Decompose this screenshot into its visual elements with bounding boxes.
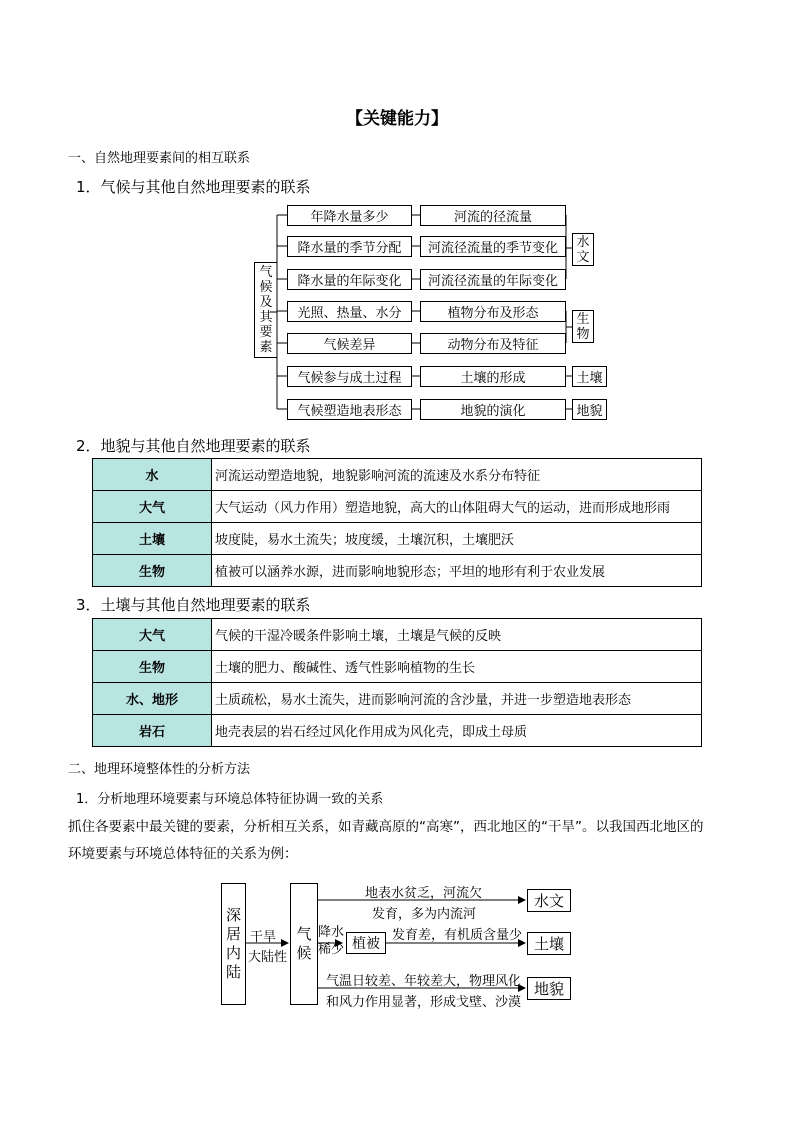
factor-box: 气候参与成土过程 [287,366,412,387]
factor-box: 气候差异 [287,333,412,354]
table-key: 土壤 [93,523,212,555]
hydrology-note-1: 地表水贫乏，河流欠 [365,886,483,901]
subheading-3: 3．土壤与其他自然地理要素的联系 [76,596,311,614]
table-key: 生物 [93,555,212,587]
arrow-label-drought: 干旱 [250,930,277,945]
output-soil: 土壤 [527,932,571,955]
paragraph-line: 环境要素与环境总体特征的关系为例： [68,846,298,862]
vegetation-box: 植被 [346,932,386,954]
landform-note-1: 气温日较差、年较差大，物理风化 [326,974,522,989]
rain-label: 降水稀少 [318,925,345,957]
soil-note: 发育差，有机质含量少 [392,928,523,943]
table-key: 大气 [93,619,212,651]
factor-box: 降水量的季节分配 [287,236,412,257]
element-soil: 土壤 [572,366,607,387]
factor-box: 气候塑造地表形态 [287,399,412,420]
arrow-label-continental: 大陆性 [248,950,288,965]
factor-box: 降水量的年际变化 [287,269,412,290]
section-heading-1: 一、自然地理要素间的相互联系 [68,151,251,166]
inland-box: 深居内陆 [221,883,246,1005]
effect-box: 河流径流量的年际变化 [420,269,566,290]
hydrology-note-2: 发育，多为内流河 [372,907,477,922]
climate-box: 气候 [290,883,318,1005]
table-value: 土壤的肥力、酸碱性、透气性影响植物的生长 [212,651,702,683]
paragraph-line: 抓住各要素中最关键的要素，分析相互关系，如青藏高原的“高寒”，西北地区的“干旱”。以我国西北地区的 [68,819,704,835]
effect-box: 动物分布及特征 [420,333,566,354]
element-hydrology: 水文 [572,233,594,266]
effect-box: 河流的径流量 [420,205,566,226]
subheading-4: 1．分析地理环境要素与环境总体特征协调一致的关系 [76,792,384,807]
effect-box: 地貌的演化 [420,399,566,420]
page-title: 【关键能力】 [346,109,448,129]
effect-box: 植物分布及形态 [420,301,566,322]
landform-note-2: 和风力作用显著，形成戈壁、沙漠 [326,995,522,1010]
element-landform: 地貌 [572,399,607,420]
table-key: 生物 [93,651,212,683]
element-biology: 生物 [572,310,594,343]
effect-box: 土壤的形成 [420,366,566,387]
table-value: 坡度陡，易水土流失；坡度缓，土壤沉积，土壤肥沃 [212,523,702,555]
table-value: 气候的干湿冷暖条件影响土壤，土壤是气候的反映 [212,619,702,651]
output-hydrology: 水文 [527,889,571,912]
table-value: 大气运动（风力作用）塑造地貌，高大的山体阻碍大气的运动，进而形成地形雨 [212,491,702,523]
subheading-2: 2．地貌与其他自然地理要素的联系 [76,437,311,455]
factor-box: 年降水量多少 [287,205,412,226]
factor-box: 光照、热量、水分 [287,301,412,322]
table-key: 大气 [93,491,212,523]
table-key: 岩石 [93,715,212,747]
subheading-1: 1．气候与其他自然地理要素的联系 [76,178,311,196]
table-value: 土质疏松，易水土流失，进而影响河流的含沙量，并进一步塑造地表形态 [212,683,702,715]
table-key: 水 [93,459,212,491]
output-landform: 地貌 [527,977,571,1000]
table-value: 植被可以涵养水源，进而影响地貌形态；平坦的地形有利于农业发展 [212,555,702,587]
section-heading-2: 二、地理环境整体性的分析方法 [68,762,251,777]
table-value: 地壳表层的岩石经过风化作用成为风化壳，即成土母质 [212,715,702,747]
table-value: 河流运动塑造地貌，地貌影响河流的流速及水系分布特征 [212,459,702,491]
table-key: 水、地形 [93,683,212,715]
climate-root-box: 气候及其要素 [254,262,277,358]
effect-box: 河流径流量的季节变化 [420,236,566,257]
